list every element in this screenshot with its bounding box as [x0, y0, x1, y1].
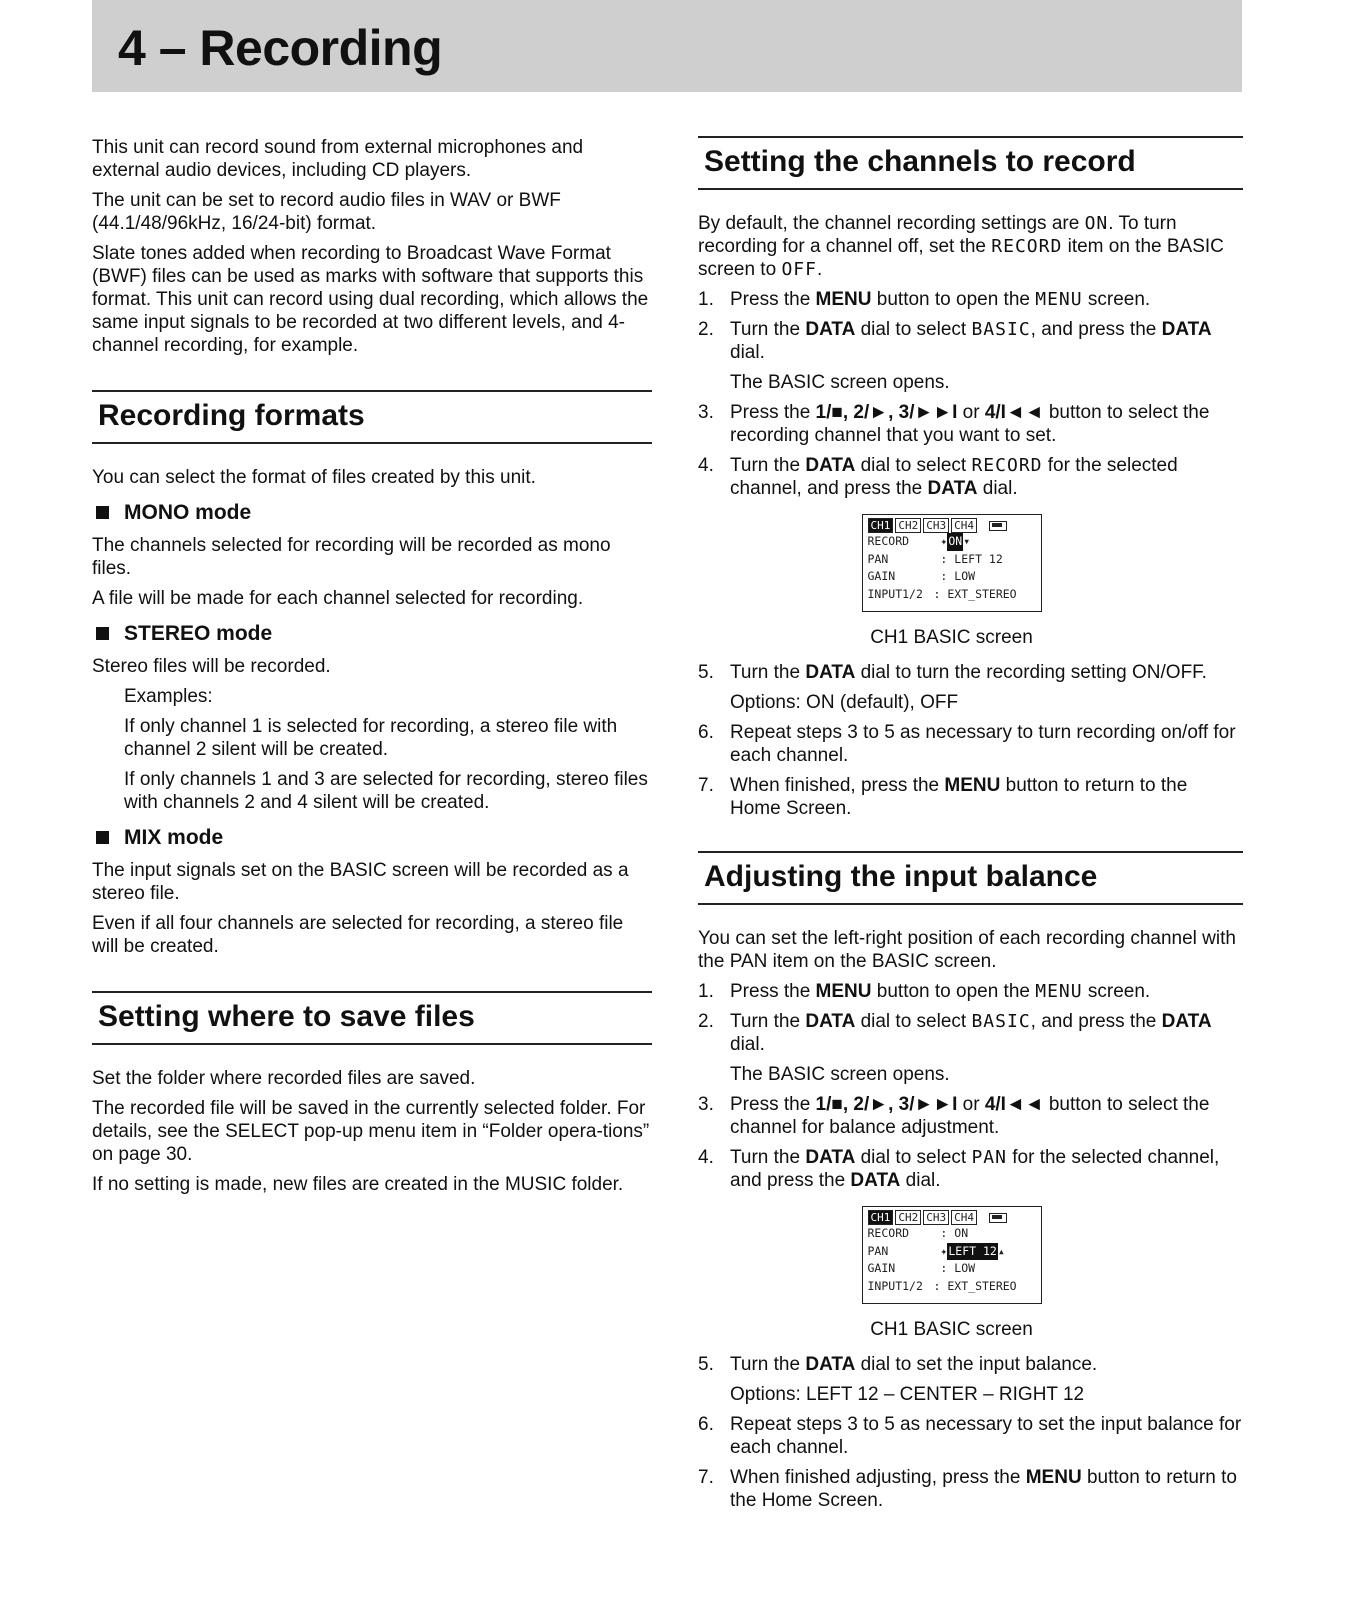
formats-intro: You can select the format of files created by this unit. [92, 467, 536, 488]
subheading-label: MIX mode [124, 826, 224, 849]
right-column [698, 136, 1243, 1519]
lcd-tab: CH2 [895, 518, 921, 533]
balance-intro: You can set the left-right position of each recording channel with the PAN item on the BASIC screen. [698, 928, 1236, 972]
channels-steps [698, 721, 1243, 820]
step-item: 4. Turn the DATA dial to select RECORD for the selected channel, and press the DATA dial. [698, 455, 1178, 499]
step-item: 7. When finished, press the MENU button to return to the Home Screen. [698, 775, 1188, 819]
lcd-row: PAN : LEFT 12 [867, 551, 1003, 566]
lcd-figure [660, 1206, 1243, 1341]
subheading-stereo-mode [92, 622, 652, 645]
save-paragraph: Set the folder where recorded files are saved. [92, 1068, 476, 1089]
lcd-tab: CH1 [868, 518, 894, 533]
lcd-channel-tabs [868, 518, 1036, 533]
balance-steps [698, 1093, 1243, 1192]
step-item: 4. Turn the DATA dial to select PAN for the selected channel, and press the DATA dial. [698, 1147, 1220, 1191]
intro-paragraph: This unit can record sound from external microphones and external audio devices, including CD players. [92, 137, 584, 181]
figure-caption: CH1 BASIC screen [870, 1319, 1033, 1340]
lcd-tab: CH4 [951, 518, 977, 533]
section-heading-channels [698, 136, 1243, 190]
section-title: Adjusting the input balance [704, 860, 1098, 893]
step-note: Options: ON (default), OFF [730, 692, 959, 713]
section-heading-save-files [92, 991, 652, 1045]
section-heading-input-balance [698, 851, 1243, 905]
subheading-mono-mode [92, 501, 652, 524]
square-bullet-icon [96, 506, 109, 519]
chapter-title: 4 – Recording [118, 20, 443, 76]
battery-icon [989, 1213, 1007, 1223]
lcd-row: GAIN : LOW [867, 569, 976, 583]
channels-steps [698, 288, 1243, 364]
square-bullet-icon [96, 627, 109, 640]
battery-icon [989, 521, 1007, 531]
step-item: 1. Press the MENU button to open the MENU screen. [698, 981, 1151, 1002]
example-paragraph: If only channel 1 is selected for recording, a stereo file with channel 2 silent will be created. [124, 716, 618, 760]
mix-paragraph: The input signals set on the BASIC screen will be recorded as a stereo file. [92, 860, 629, 904]
intro-paragraph: The unit can be set to record audio files in WAV or BWF (44.1/48/96kHz, 16/24-bit) format. [92, 190, 561, 234]
step-item: 5. Turn the DATA dial to set the input balance. [698, 1354, 1098, 1375]
examples-label: Examples: [124, 686, 213, 707]
lcd-row: RECORD : ON [867, 1226, 969, 1240]
channels-steps [698, 661, 1243, 684]
subheading-mix-mode [92, 826, 652, 849]
left-column [92, 136, 652, 1203]
save-paragraph: The recorded file will be saved in the currently selected folder. For details, see the SELECT pop-up menu item in “Folder opera-tions” on page 30. [92, 1098, 650, 1165]
lcd-tab: CH3 [923, 1210, 949, 1225]
lcd-row: GAIN : LOW [867, 1261, 976, 1275]
step-note: The BASIC screen opens. [730, 372, 950, 393]
step-item: 7. When finished adjusting, press the MENU button to return to the Home Screen. [698, 1467, 1237, 1511]
section-heading-recording-formats [92, 390, 652, 444]
stereo-paragraph: Stereo files will be recorded. [92, 656, 331, 677]
lcd-channel-tabs [868, 1210, 1036, 1225]
lcd-tab: CH1 [868, 1210, 894, 1225]
intro-paragraph: Slate tones added when recording to Broadcast Wave Format (BWF) files can be used as marks with software that supports this format. This unit can record using dual recording, which allows the same input signals to be recorded at two different levels, and 4-channel recording, for example. [92, 243, 649, 356]
lcd-row: PAN ✦ LEFT 12 ▴ [868, 1243, 1036, 1261]
channels-steps [698, 401, 1243, 500]
mono-paragraph: A file will be made for each channel selected for recording. [92, 588, 584, 609]
subheading-label: MONO mode [124, 501, 252, 524]
step-item: 6. Repeat steps 3 to 5 as necessary to turn recording on/off for each channel. [698, 722, 1236, 766]
balance-steps [698, 980, 1243, 1056]
lcd-figure [660, 514, 1243, 649]
channels-intro: By default, the channel recording settings are ON. To turn recording for a channel off, set the RECORD item on the BASIC screen to OFF. [698, 213, 1224, 280]
lcd-tab: CH4 [951, 1210, 977, 1225]
step-item: 3. Press the 1/■, 2/►, 3/►►I or 4/I◄◄ button to select the recording channel that you want to set. [698, 402, 1210, 446]
step-item: 5. Turn the DATA dial to turn the recording setting ON/OFF. [698, 662, 1207, 683]
mono-paragraph: The channels selected for recording will be recorded as mono files. [92, 535, 611, 579]
step-item: 6. Repeat steps 3 to 5 as necessary to set the input balance for each channel. [698, 1414, 1242, 1458]
section-title: Setting where to save files [98, 1000, 475, 1033]
example-paragraph: If only channels 1 and 3 are selected for recording, stereo files with channels 2 and 4 silent will be created. [124, 769, 648, 813]
lcd-row: INPUT1/2 : EXT_STEREO [867, 1278, 1017, 1293]
section-title: Recording formats [98, 399, 365, 432]
square-bullet-icon [96, 831, 109, 844]
step-item: 3. Press the 1/■, 2/►, 3/►►I or 4/I◄◄ button to select the channel for balance adjustment. [698, 1094, 1210, 1138]
step-note: Options: LEFT 12 – CENTER – RIGHT 12 [730, 1384, 1085, 1405]
subheading-label: STEREO mode [124, 622, 273, 645]
figure-caption: CH1 BASIC screen [870, 627, 1033, 648]
lcd-row: RECORD ✦ ON ▾ [868, 533, 1036, 551]
section-title: Setting the channels to record [704, 145, 1136, 178]
step-item: 2. Turn the DATA dial to select BASIC, and press the DATA dial. [698, 319, 1212, 363]
step-item: 2. Turn the DATA dial to select BASIC, and press the DATA dial. [698, 1011, 1212, 1055]
balance-steps [698, 1413, 1243, 1512]
step-item: 1. Press the MENU button to open the MENU screen. [698, 289, 1151, 310]
mix-paragraph: Even if all four channels are selected for recording, a stereo file will be created. [92, 913, 624, 957]
lcd-row: INPUT1/2 : EXT_STEREO [867, 586, 1017, 601]
lcd-tab: CH2 [895, 1210, 921, 1225]
lcd-screen [862, 1206, 1042, 1304]
step-note: The BASIC screen opens. [730, 1064, 950, 1085]
balance-steps [698, 1353, 1243, 1376]
save-paragraph: If no setting is made, new files are created in the MUSIC folder. [92, 1174, 624, 1195]
lcd-screen [862, 514, 1042, 612]
lcd-tab: CH3 [923, 518, 949, 533]
